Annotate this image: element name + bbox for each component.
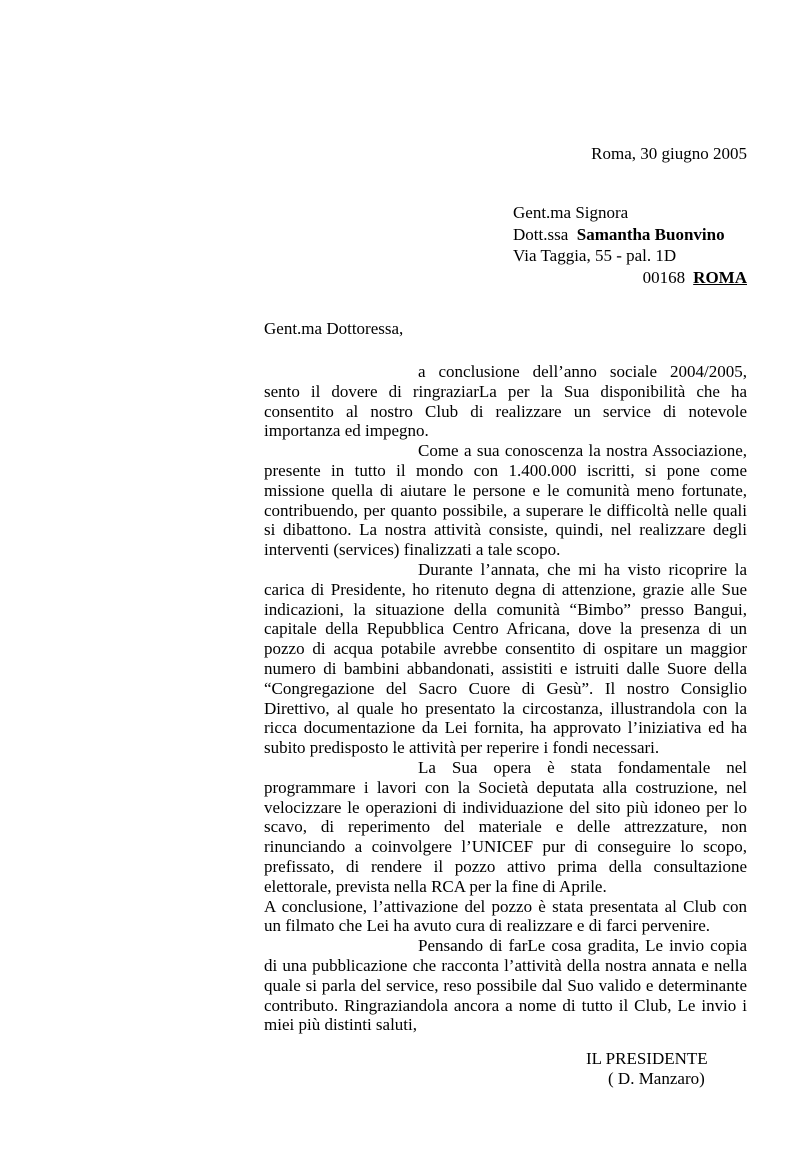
signature-name: ( D. Manzaro) xyxy=(608,1069,705,1088)
recipient-postcode: 00168 xyxy=(642,267,686,287)
letter-body xyxy=(264,362,747,1035)
body-paragraph: La Sua opera è stata fondamentale nel programmare i lavori con la Società deputata alla costruzione, nel velocizzare le operazioni di individuazione del sito più idoneo per lo scavo, di reperimento del materiale e delle attrezzature, non rinunciando a coinvolgere l’UNICEF pur di conseguire lo scopo, prefissato, di rendere il pozzo attivo prima della consultazione elettorale, prevista nella RCA per la fine di Aprile. xyxy=(264,757,747,896)
body-paragraph: A conclusione, l’attivazione del pozzo è stata presentata al Club con un filmato che Lei ha avuto cura di realizzare e di farci pervenire. xyxy=(264,896,747,936)
body-paragraph: Durante l’annata, che mi ha visto ricoprire la carica di Presidente, ho ritenuto degna di attenzione, grazie alle Sue indicazioni, la situazione della comunità “Bimbo” presso Bangui, capitale della Repubblica Centro Africana, dove la presenza di un pozzo di acqua potabile avrebbe consentito di ospitare un maggior numero di bambini abbandonati, assistiti e istruiti dalle Suore della “Congregazione del Sacro Cuore di Gesù”. Il nostro Consiglio Direttivo, al quale ho presentato la circostanza, illustrandola con la ricca documentazione da Lei fornita, ha approvato l’iniziativa ed ha subito predisposto le attività per reperire i fondi necessari. xyxy=(264,559,747,758)
body-paragraph: Come a sua conoscenza la nostra Associazione, presente in tutto il mondo con 1.400.000 iscritti, si pone come missione quella di aiutare le persone e le comunità meno fortunate, contribuendo, per quanto possibile, a superare le difficoltà nelle quali si dibattono. La nostra attività consiste, quindi, nel realizzare degli interventi (services) finalizzati a tale scopo. xyxy=(264,441,747,560)
recipient-name: Samantha Buonvino xyxy=(576,224,725,244)
recipient-title: Dott.ssa xyxy=(513,224,569,244)
salutation: Gent.ma Dottoressa, xyxy=(264,319,404,338)
body-paragraph: a conclusione dell’anno sociale 2004/2005, sento il dovere di ringraziarLa per la Sua disponibilità che ha consentito al nostro Club di realizzare un service di notevole importanza ed impegno. xyxy=(264,362,747,441)
body-paragraph: Pensando di farLe cosa gradita, Le invio copia di una pubblicazione che racconta l’attività della nostra annata e nella quale si parla del service, reso possibile dal Suo valido e determinante contributo. Ringraziandola ancora a nome di tutto il Club, Le invio i miei più distinti saluti, xyxy=(264,936,747,1035)
recipient-street: Via Taggia, 55 - pal. 1D xyxy=(513,246,677,265)
recipient-name-line xyxy=(513,224,747,246)
recipient-greeting-line: Gent.ma Signora xyxy=(513,203,629,222)
signature-role: IL PRESIDENTE xyxy=(586,1049,708,1068)
recipient-city: ROMA xyxy=(693,267,747,287)
recipient-city-line xyxy=(513,267,747,289)
letter-date: Roma, 30 giugno 2005 xyxy=(591,144,747,163)
signature-block xyxy=(586,1049,708,1089)
recipient-address xyxy=(513,202,747,288)
